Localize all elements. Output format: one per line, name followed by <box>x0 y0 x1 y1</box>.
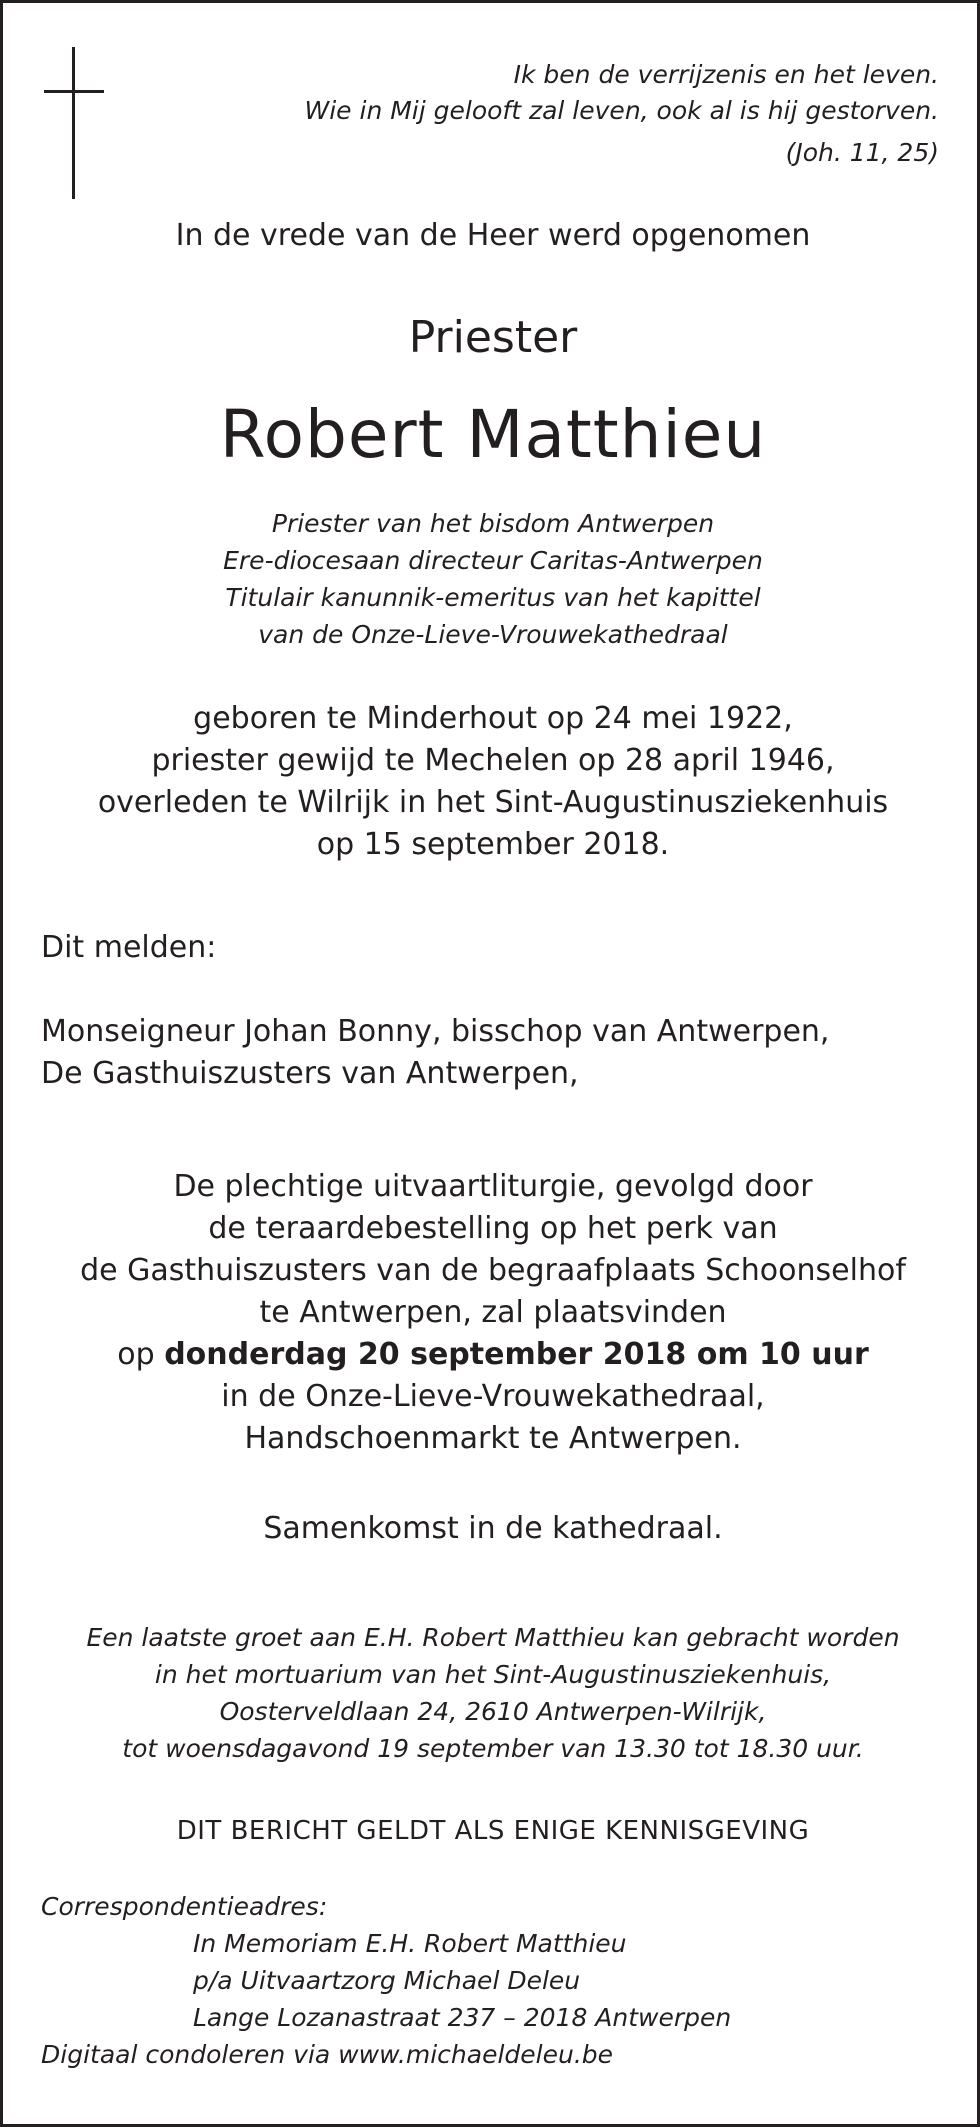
sender-line: De Gasthuiszusters van Antwerpen, <box>41 1056 579 1091</box>
date-line: op 15 september 2018. <box>316 827 670 862</box>
service-date-line <box>3 1334 980 1376</box>
notice-text: DIT BERICHT GELDT ALS ENIGE KENNISGEVING <box>176 1816 810 1846</box>
senders-list <box>41 1011 829 1095</box>
intro-text: In de vrede van de Heer werd opgenomen <box>175 218 811 253</box>
function-line: Priester van het bisdom Antwerpen <box>271 509 715 538</box>
deceased-name: Robert Matthieu <box>219 396 767 473</box>
sender-line: Monseigneur Johan Bonny, bisschop van Antwerpen, <box>41 1014 830 1049</box>
farewell-line: Oosterveldlaan 24, 2610 Antwerpen-Wilrijk, <box>219 1697 767 1726</box>
service-line: Handschoenmarkt te Antwerpen. <box>244 1421 742 1456</box>
quote-line: Wie in Mij gelooft zal leven, ook al is hij gestorven. <box>304 96 939 125</box>
service-line: de teraardebestelling op het perk van <box>208 1211 778 1246</box>
condolence-link[interactable]: Digitaal condoleren via www.michaeldeleu.be <box>41 2040 614 2069</box>
service-date: donderdag 20 september 2018 om 10 uur <box>164 1337 869 1372</box>
service-line: in de Onze-Lieve-Vrouwekathedraal, <box>221 1379 765 1414</box>
service-line: De plechtige uitvaartliturgie, gevolgd door <box>173 1169 813 1204</box>
deceased-title: Priester <box>408 312 578 363</box>
date-line: overleden te Wilrijk in het Sint-Augustinusziekenhuis <box>97 785 889 820</box>
service-line: de Gasthuiszusters van de begraafplaats Schoonselhof <box>80 1253 906 1288</box>
farewell-info <box>3 1619 980 1767</box>
correspondence-block <box>41 1888 731 2073</box>
correspondence-label: Correspondentieadres: <box>41 1892 328 1921</box>
farewell-line: in het mortuarium van het Sint-Augustinusziekenhuis, <box>154 1660 832 1689</box>
gathering-text: Samenkomst in de kathedraal. <box>263 1511 723 1546</box>
service-date-prefix: op <box>117 1337 165 1372</box>
quote-reference: (Joh. 11, 25) <box>785 138 939 167</box>
cross-icon <box>44 47 104 199</box>
functions-list <box>3 505 980 653</box>
function-line: Titulair kanunnik-emeritus van het kapittel <box>225 583 761 612</box>
farewell-line: tot woensdagavond 19 september van 13.30 tot 18.30 uur. <box>122 1734 864 1763</box>
funeral-service <box>3 1166 980 1460</box>
function-line: van de Onze-Lieve-Vrouwekathedraal <box>258 620 728 649</box>
announced-by-label: Dit melden: <box>41 930 217 965</box>
quote-line: Ik ben de verrijzenis en het leven. <box>513 60 939 89</box>
service-line: te Antwerpen, zal plaatsvinden <box>259 1295 727 1330</box>
address-line: p/a Uitvaartzorg Michael Deleu <box>193 1966 581 1995</box>
date-line: priester gewijd te Mechelen op 28 april 1946, <box>151 743 835 778</box>
date-line: geboren te Minderhout op 24 mei 1922, <box>193 701 793 736</box>
life-dates <box>3 698 980 866</box>
bible-quote <box>305 57 940 171</box>
function-line: Ere-diocesaan directeur Caritas-Antwerpen <box>223 546 763 575</box>
address-line: In Memoriam E.H. Robert Matthieu <box>193 1929 627 1958</box>
farewell-line: Een laatste groet aan E.H. Robert Matthieu kan gebracht worden <box>86 1623 900 1652</box>
address-line: Lange Lozanastraat 237 – 2018 Antwerpen <box>193 2003 732 2032</box>
